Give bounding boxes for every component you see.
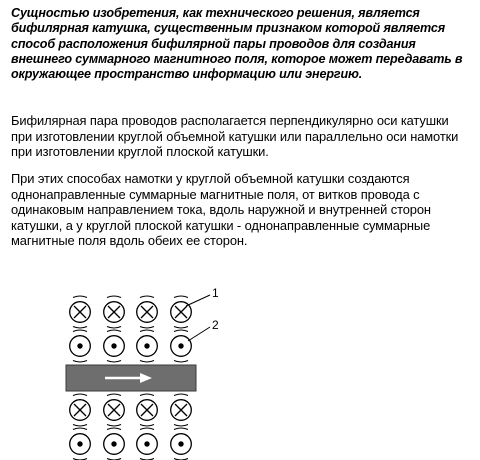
- wire-dot-row-bottom: [70, 428, 192, 460]
- abstract-paragraph: Сущностью изобретения, как технического решения, является бифилярная катушка, существенным признаком которой является способ расположения бифилярной пары проводов для создания внешнего суммарного магнитного поля, которое может передавать в окружающее пространство информацию или энергию.: [11, 6, 463, 82]
- bifilar-coil-figure: [60, 283, 250, 460]
- callout-1-label: 1: [212, 286, 219, 300]
- callout-1-leader: [186, 295, 210, 306]
- callout-2-label: 2: [212, 318, 219, 332]
- body-paragraph-1: Бифилярная пара проводов располагается перпендикулярно оси катушки при изготовлении круглой объемной катушки или параллельно оси намотки при изготовлении круглой плоской катушки.: [11, 113, 459, 160]
- coil-core: [66, 365, 196, 391]
- wire-cross-row-bottom: [70, 394, 192, 426]
- callout-2-leader: [188, 327, 210, 341]
- body-paragraph-2: При этих способах намотки у круглой объемной катушки создаются однонаправленные суммарные магнитные поля, от витков провода с одинаковым направлением тока, вдоль наружной и внутренней сторон катушки, а у круглой плоской катушки - однонаправленные суммарные магнитные поля вдоль обеих ее сторон.: [11, 171, 431, 249]
- wire-dot-row-top: [70, 330, 192, 362]
- wire-cross-row-top: [70, 296, 192, 328]
